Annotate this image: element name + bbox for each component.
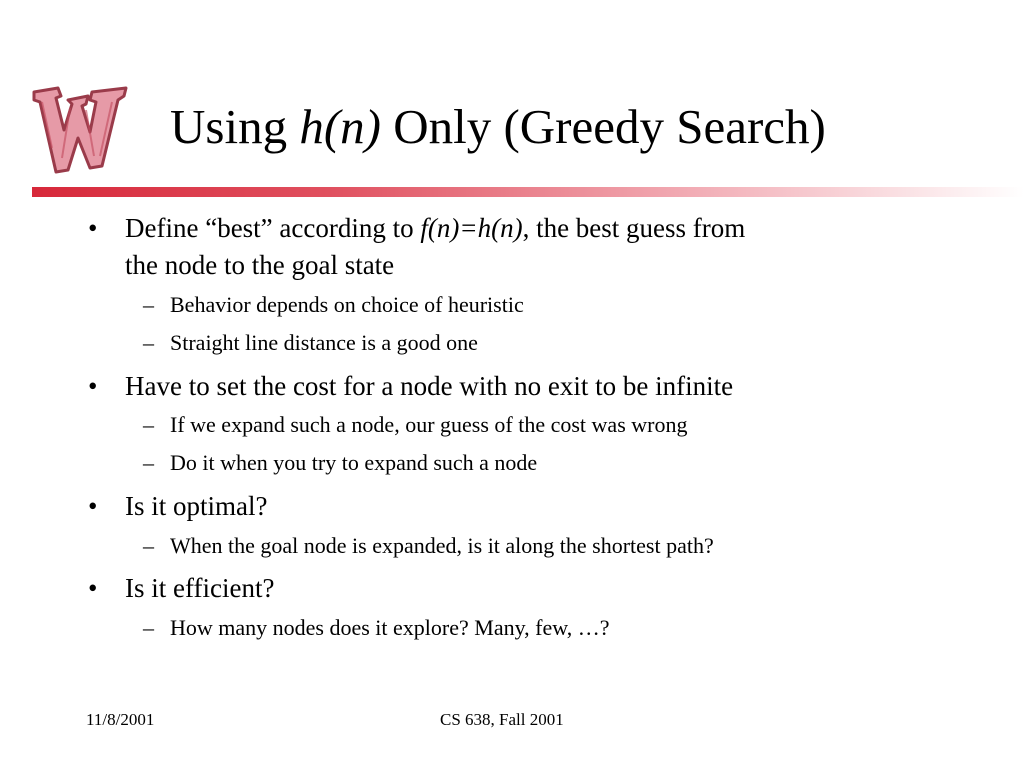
sub-bullet-item [0, 410, 1024, 440]
bullet-text-italic: f(n)=h(n) [420, 213, 523, 243]
sub-bullet-text: Behavior depends on choice of heuristic [170, 292, 524, 317]
bullet-item [0, 210, 1024, 246]
footer-course: CS 638, Fall 2001 [440, 710, 564, 729]
bullet-text-prefix: Define “best” according to [125, 213, 421, 243]
bullet-text: Is it optimal? [125, 491, 268, 521]
sub-bullet-text: If we expand such a node, our guess of the cost was wrong [170, 412, 688, 437]
bullet-continuation [0, 247, 1024, 283]
bullet-text: Is it efficient? [125, 573, 275, 603]
sub-bullet-marker: – [143, 412, 154, 437]
title-divider [32, 187, 1024, 197]
sub-bullet-marker: – [143, 292, 154, 317]
bullet-item [0, 488, 1024, 524]
bullet-text [125, 210, 745, 246]
sub-bullet-text: Straight line distance is a good one [170, 330, 478, 355]
bullet-marker: • [88, 573, 98, 603]
sub-bullet-marker: – [143, 330, 154, 355]
sub-bullet-item [0, 531, 1024, 561]
sub-bullet-item [0, 448, 1024, 478]
slide-title [170, 96, 826, 158]
sub-bullet-marker: – [143, 533, 154, 558]
bullet-marker: • [88, 213, 98, 243]
university-w-logo-icon [28, 78, 130, 174]
bullet-marker: • [88, 371, 98, 401]
sub-bullet-text: When the goal node is expanded, is it along the shortest path? [170, 533, 714, 558]
title-suffix: Only (Greedy Search) [380, 99, 826, 154]
sub-bullet-item [0, 290, 1024, 320]
bullet-text-line2: the node to the goal state [125, 250, 395, 280]
title-prefix: Using [170, 99, 300, 154]
sub-bullet-marker: – [143, 615, 154, 640]
title-italic: h(n) [299, 99, 381, 154]
bullet-item [0, 570, 1024, 606]
bullet-text: Have to set the cost for a node with no exit to be infinite [125, 371, 734, 401]
bullet-item [0, 368, 1024, 404]
sub-bullet-item [0, 613, 1024, 643]
footer-date: 11/8/2001 [86, 710, 155, 729]
sub-bullet-marker: – [143, 450, 154, 475]
bullet-marker: • [88, 491, 98, 521]
sub-bullet-text: How many nodes does it explore? Many, few, …? [170, 615, 610, 640]
sub-bullet-item [0, 328, 1024, 358]
bullet-text-suffix: , the best guess from [522, 213, 746, 243]
sub-bullet-text: Do it when you try to expand such a node [170, 450, 538, 475]
